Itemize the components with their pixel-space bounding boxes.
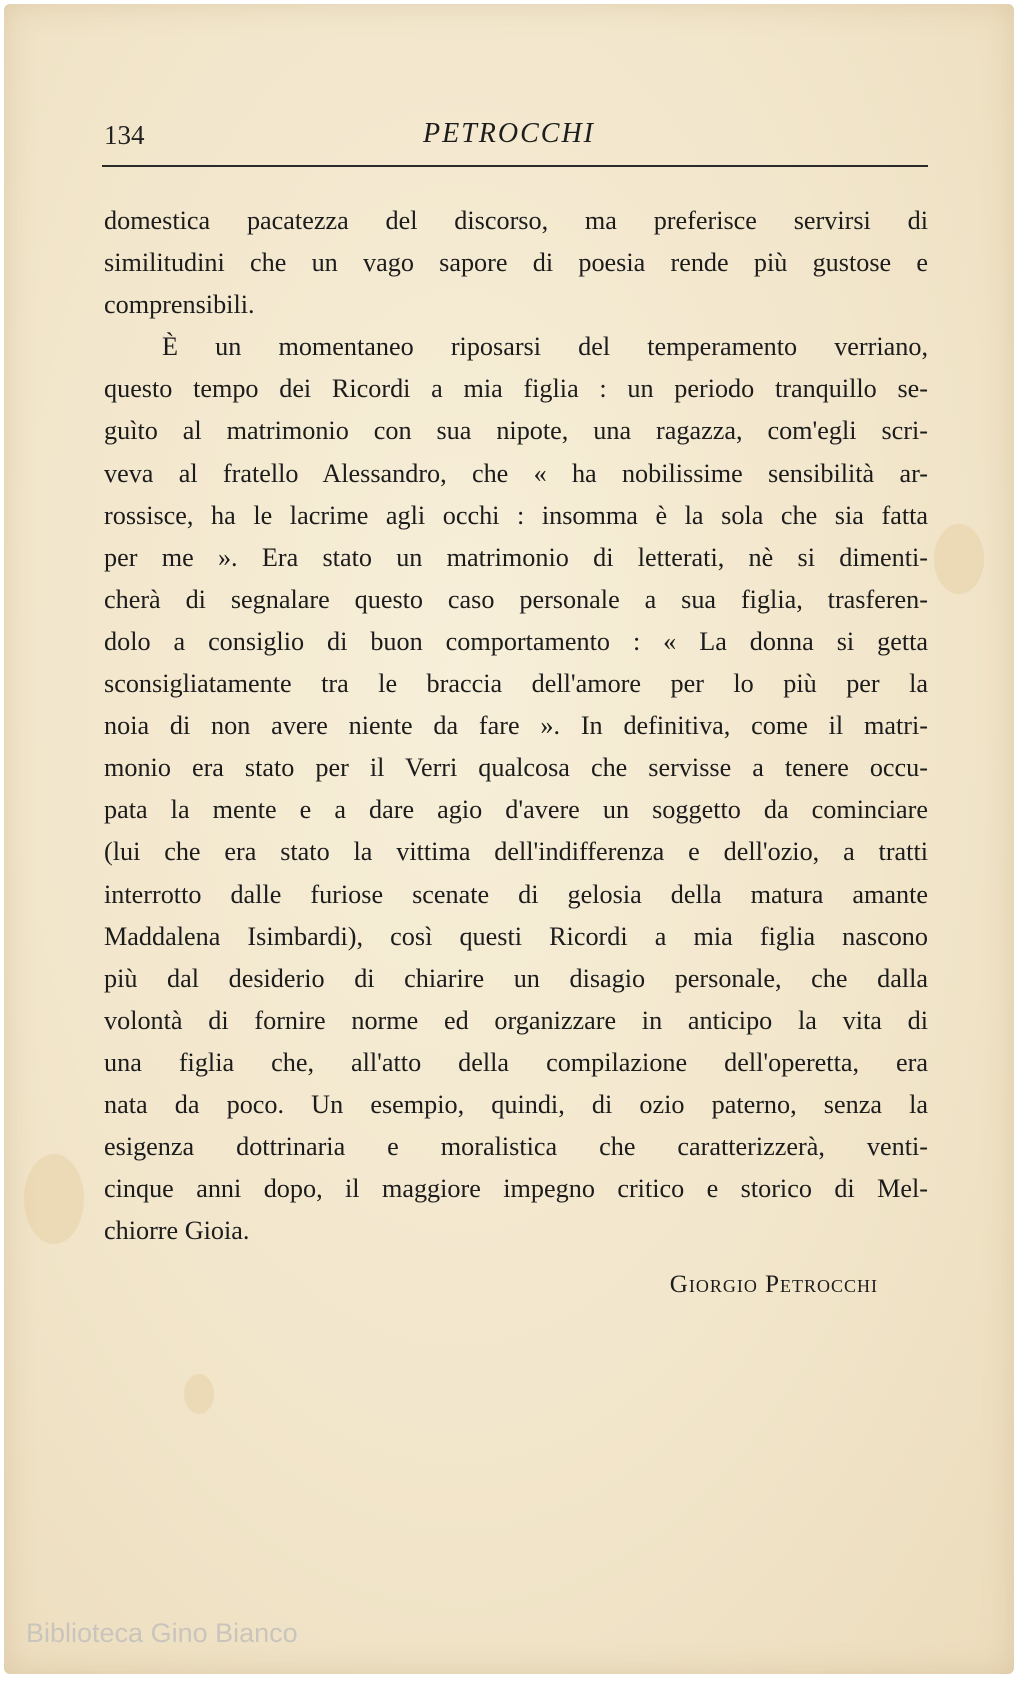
text-line: (lui che era stato la vittima dell'indifferenza e dell'ozio, a tratti xyxy=(104,837,928,867)
text-line: chiorre Gioia. xyxy=(104,1216,250,1246)
text-line: cinque anni dopo, il maggiore impegno critico e storico di Mel- xyxy=(104,1174,928,1204)
text-line: Maddalena Isimbardi), così questi Ricordi a mia figlia nascono xyxy=(104,921,928,951)
text-line: per me ». Era stato un matrimonio di letterati, nè si dimenti- xyxy=(104,542,928,572)
text-line: interrotto dalle furiose scenate di gelosia della matura amante xyxy=(104,879,928,909)
text-line: volontà di fornire norme ed organizzare in anticipo la vita di xyxy=(104,1005,928,1035)
text-line: nata da poco. Un esempio, quindi, di ozio paterno, senza la xyxy=(104,1089,928,1119)
text-line: È un momentaneo riposarsi del temperamento verriano, xyxy=(162,332,928,362)
text-line: noia di non avere niente da fare ». In definitiva, come il matri- xyxy=(104,711,928,741)
text-line: dolo a consiglio di buon comportamento : « La donna si getta xyxy=(104,626,928,656)
text-line: veva al fratello Alessandro, che « ha nobilissime sensibilità ar- xyxy=(104,458,928,488)
paper-stain xyxy=(184,1374,214,1414)
running-head: PETROCCHI xyxy=(423,118,595,149)
text-line: similitudini che un vago sapore di poesia rende più gustose e xyxy=(104,248,928,278)
text-line: una figlia che, all'atto della compilazione dell'operetta, era xyxy=(104,1047,928,1077)
text-line: rossisce, ha le lacrime agli occhi : insomma è la sola che sia fatta xyxy=(104,500,928,530)
text-line: sconsigliatamente tra le braccia dell'amore per lo più per la xyxy=(104,669,928,699)
library-watermark: Biblioteca Gino Bianco xyxy=(26,1618,298,1648)
paper-stain xyxy=(24,1154,84,1244)
text-line: più dal desiderio di chiarire un disagio personale, che dalla xyxy=(104,963,928,993)
text-line: pata la mente e a dare agio d'avere un soggetto da cominciare xyxy=(104,795,928,825)
page-number: 134 xyxy=(104,120,145,150)
book-page xyxy=(4,4,1014,1674)
text-line: cherà di segnalare questo caso personale a sua figlia, trasferen- xyxy=(104,584,928,614)
header-rule xyxy=(102,165,928,167)
text-line: comprensibili. xyxy=(104,290,255,320)
paper-stain xyxy=(934,524,984,594)
text-line: guìto al matrimonio con sua nipote, una ragazza, com'egli scri- xyxy=(104,416,928,446)
text-line: domestica pacatezza del discorso, ma preferisce servirsi di xyxy=(104,206,928,235)
text-line: questo tempo dei Ricordi a mia figlia : un periodo tranquillo se- xyxy=(104,374,928,404)
body-text xyxy=(104,200,928,1252)
text-line: esigenza dottrinaria e moralistica che caratterizzerà, venti- xyxy=(104,1132,928,1162)
text-line: monio era stato per il Verri qualcosa che servisse a tenere occu- xyxy=(104,753,928,783)
author-signature: Giorgio Petrocchi xyxy=(669,1271,878,1298)
